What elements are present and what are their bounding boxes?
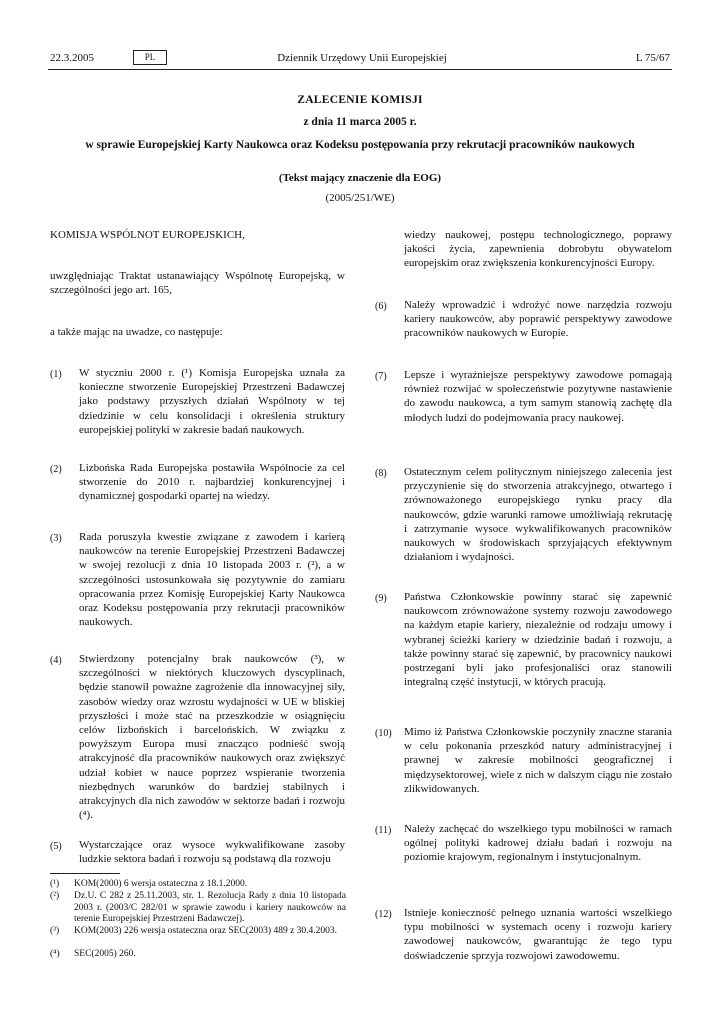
eea-relevance: (Tekst mający znaczenie dla EOG) bbox=[278, 172, 442, 184]
recital-text: Rada poruszyła kwestie związane z zawodem i karierą naukowców na terenie Europejskiej Przestrzeni Badawczej w swojej rezolucji z dnia 10 listopada 2003 r. (²), a w szczególności ustosunkowała się pozytywnie do zamiaru opracowania przez Komisję Europejskiej Karty Naukowca oraz Kodeksu postępowania przy rekrutacji pracowników naukowych. bbox=[79, 531, 345, 629]
issuer: KOMISJA WSPÓLNOT EUROPEJSKICH, bbox=[50, 229, 245, 241]
recital-number: (11) bbox=[375, 825, 392, 836]
recital-number: (7) bbox=[375, 371, 387, 382]
recital-number: (3) bbox=[50, 533, 62, 544]
footnote-text: SEC(2005) 260. bbox=[74, 949, 136, 959]
recital-number: (4) bbox=[50, 655, 62, 666]
document-type: ZALECENIE KOMISJI bbox=[297, 94, 423, 106]
header-date: 22.3.2005 bbox=[50, 52, 94, 64]
recital-number: (6) bbox=[375, 301, 387, 312]
recital-number: (8) bbox=[375, 468, 387, 479]
footnote-number: (³) bbox=[50, 926, 60, 936]
header-rule bbox=[48, 69, 672, 70]
recital-text: Należy zachęcać do wszelkiego typu mobilności w ramach ogólnej polityki kadrowej działu badań i rozwoju na poziomie krajowym, regionalnym i instytucjonalnym. bbox=[404, 823, 672, 864]
footnote-number: (¹) bbox=[50, 879, 60, 889]
recital-number: (5) bbox=[50, 841, 62, 852]
journal-name: Dziennik Urzędowy Unii Europejskiej bbox=[277, 52, 447, 64]
recital-number: (10) bbox=[375, 728, 392, 739]
document-date: z dnia 11 marca 2005 r. bbox=[303, 116, 417, 128]
recital-text: wiedzy naukowej, postępu technologicznego, poprawy jakości życia, zapewnienia dobrobytu obywatelom europejskim oraz zwiększenia konkurencyjności Europy. bbox=[404, 229, 672, 270]
recital-text: Należy wprowadzić i wdrożyć nowe narzędzia rozwoju kariery naukowców, aby poprawić perspektywy zawodowe pracowników naukowych w Europie. bbox=[404, 299, 672, 340]
treaty-reference: uwzględniając Traktat ustanawiający Wspólnotę Europejską, w szczególności jego art. 165, bbox=[50, 270, 345, 297]
recital-text: Stwierdzony potencjalny brak naukowców (³), w szczególności w niektórych kluczowych dyscyplinach, będzie stanowił poważne zagrożenie dla innowacyjnej siły, zasobów wiedzy oraz wzrostu wydajności w UE w bliskiej przyszłości i może stać na przeszkodzie w osiągnięciu celów lizbońskich i barcelońskich. W związku z powyższym Europa musi znacząco podnieść swoją atrakcyjność dla pracowników naukowych oraz zwiększyć udział kobiet w nauce poprzez wspieranie tworzenia niezbędnych warunków do bardziej stabilnych i atrakcyjnych dla nich zawodów w sektorze badań i rozwoju (⁴). bbox=[79, 653, 345, 822]
recital-text: Lepsze i wyraźniejsze perspektywy zawodowe pomagają również rozwijać w społeczeństwie pozytywne nastawienie do zawodu naukowca, a tym samym stanowią zachętę dla młodych ludzi do podejmowania pracy naukowej. bbox=[404, 369, 672, 424]
recital-text: Lizbońska Rada Europejska postawiła Wspólnocie za cel stworzenie do 2010 r. najbardziej konkurencyjnej i dynamicznej gospodarki opartej na wiedzy. bbox=[79, 462, 345, 503]
footnote-rule bbox=[50, 873, 120, 874]
language-badge: PL bbox=[133, 50, 167, 65]
document-number: (2005/251/WE) bbox=[325, 192, 395, 204]
recital-number: (2) bbox=[50, 464, 62, 475]
page-reference: L 75/67 bbox=[635, 52, 670, 64]
whereas-intro: a także mając na uwadze, co następuje: bbox=[50, 326, 223, 338]
recital-text: W styczniu 2000 r. (¹) Komisja Europejska uznała za konieczne stworzenie Europejskiej Przestrzeni Badawczej jako podstawy przyszłych działań Wspólnoty w tej dziedzinie w celu konsolidacji i określenia struktury europejskiej polityki w zakresie badań naukowych. bbox=[79, 367, 345, 436]
recital-number: (12) bbox=[375, 909, 392, 920]
footnote-text: KOM(2003) 226 wersja ostateczna oraz SEC(2003) 489 z 30.4.2003. bbox=[74, 926, 338, 936]
footnote-number: (⁴) bbox=[50, 949, 60, 959]
recital-number: (1) bbox=[50, 369, 62, 380]
document-subject: w sprawie Europejskiej Karty Naukowca oraz Kodeksu postępowania przy rekrutacji pracowników naukowych bbox=[85, 139, 635, 151]
footnote-text: KOM(2000) 6 wersja ostateczna z 18.1.2000. bbox=[74, 879, 248, 889]
recital-number: (9) bbox=[375, 593, 387, 604]
recital-text: Ostatecznym celem politycznym niniejszego zalecenia jest przyczynienie się do stworzenia atrakcyjnego, otwartego i zrównoważonego europejskiego rynku pracy dla naukowców, gdzie warunki ramowe umożliwiają rekrutację i zatrzymanie wysoce wykwalifikowanych pracowników naukowych w środowiskach sprzyjających efektywnym działaniom i wydajności. bbox=[404, 466, 672, 564]
recital-text: Wystarczające oraz wysoce wykwalifikowane zasoby ludzkie sektora badań i rozwoju są podstawą dla rozwoju bbox=[79, 839, 345, 866]
recital-text: Istnieje konieczność pełnego uznania wartości wszelkiego typu mobilności w systemach oceny i rozwoju kariery zawodowej naukowców, gwarantując że tego typu doświadczenie sprzyja rozwojowi zawodowemu. bbox=[404, 907, 672, 962]
recital-text: Mimo iż Państwa Członkowskie poczyniły znaczne starania w celu pokonania przeszkód natury administracyjnej i prawnej w zakresie mobilności geograficznej i międzysektorowej, wiele z nich w dalszym ciągu nie zostało zlikwidowanych. bbox=[404, 726, 672, 795]
footnote-number: (²) bbox=[50, 891, 60, 901]
recital-text: Państwa Członkowskie powinny starać się zapewnić naukowcom zrównoważone systemy rozwoju zawodowego na każdym etapie kariery, niezależnie od rodzaju umowy i wybranej ścieżki kariery w dziedzinie badań i rozwoju, a także powinny starać się zapewnić, by pracownicy naukowi postrzegani byli jako profesjonaliści oraz stanowili integralną część instytucji, w których pracują. bbox=[404, 591, 672, 689]
footnote-text: Dz.U. C 282 z 25.11.2003, str. 1. Rezolucja Rady z dnia 10 listopada 2003 r. (2003/C 282/01 w sprawie zawodu i kariery naukowców na terenie Europejskiej Przestrzeni Badawczej). bbox=[74, 891, 346, 924]
